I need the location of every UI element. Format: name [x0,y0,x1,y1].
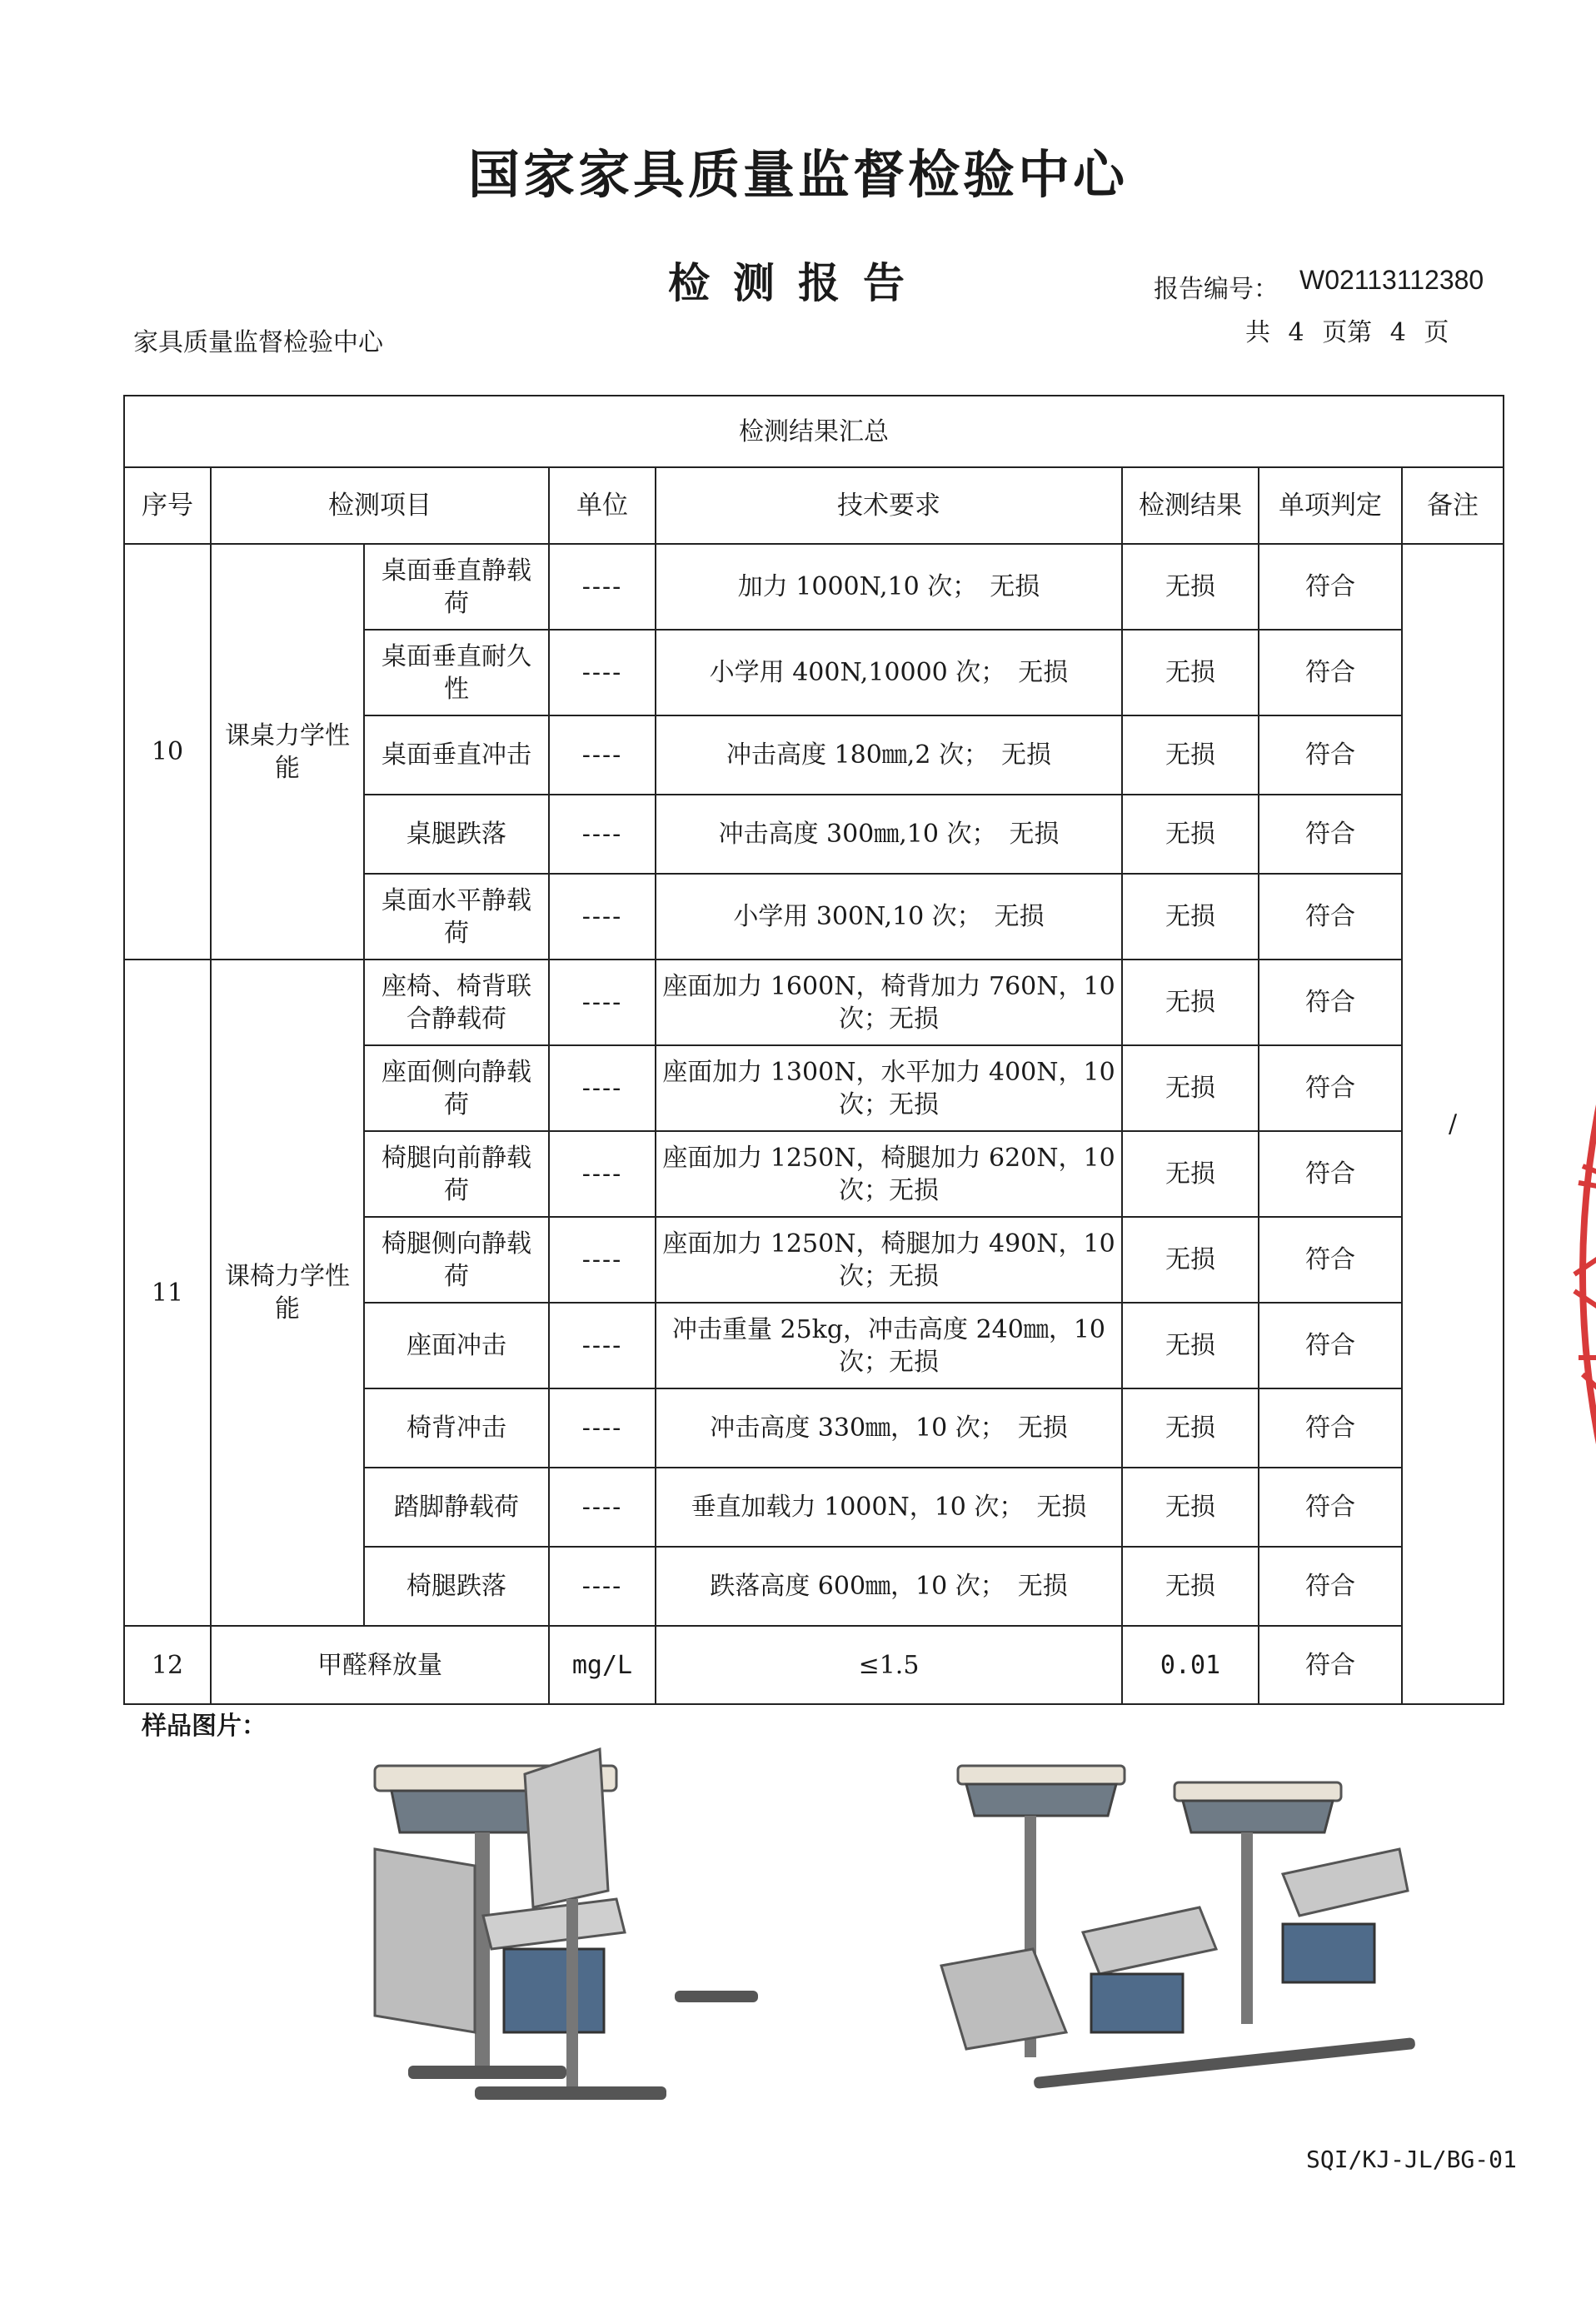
row-item: 甲醛释放量 [211,1626,549,1704]
row-item: 椅腿侧向静载荷 [364,1217,549,1303]
row-result: 无损 [1122,1547,1259,1626]
row-requirement: 冲击高度 300㎜,10 次； 无损 [656,795,1122,874]
row-judgement: 符合 [1259,1626,1402,1704]
row-requirement: ≤1.5 [656,1626,1122,1704]
header-item: 检测项目 [211,467,549,544]
row-item: 桌面垂直静载荷 [364,544,549,630]
row-item: 椅背冲击 [364,1388,549,1468]
row-judgement: 符合 [1259,1131,1402,1217]
row-judgement: 符合 [1259,544,1402,630]
header-judgement: 单项判定 [1259,467,1402,544]
sample-images-label: 样品图片： [142,1712,267,1741]
form-code: SQI/KJ-JL/BG-01 [1306,2146,1517,2173]
table-row [124,960,1504,1045]
row-unit: ---- [549,1547,656,1626]
row-result: 无损 [1122,544,1259,630]
row-unit: ---- [549,1131,656,1217]
row-judgement: 符合 [1259,1303,1402,1388]
row-unit: ---- [549,1303,656,1388]
row-requirement: 冲击高度 180㎜,2 次； 无损 [656,715,1122,795]
report-number-label: 报告编号： [1154,275,1279,304]
row-result: 无损 [1122,630,1259,715]
sample-photo-desk-chair [358,1732,791,2132]
row-requirement: 座面加力 1250N，椅腿加力 620N，10 次；无损 [656,1131,1122,1217]
row-judgement: 符合 [1259,960,1402,1045]
row-result: 无损 [1122,1045,1259,1131]
row-item: 座椅、椅背联合静载荷 [364,960,549,1045]
row-result: 无损 [1122,795,1259,874]
page-mid: 页第 [1322,318,1373,347]
row-unit: ---- [549,544,656,630]
row-judgement: 符合 [1259,1045,1402,1131]
row-item: 椅腿向前静载荷 [364,1131,549,1217]
row-requirement: 跌落高度 600㎜，10 次； 无损 [656,1547,1122,1626]
row-unit: ---- [549,1045,656,1131]
org-title: 国家家具质量监督检验中心 [467,144,1128,205]
row-unit: ---- [549,1468,656,1547]
table-header-row [124,467,1504,544]
report-title: 检测报告 [668,259,928,307]
header-requirement: 技术要求 [656,467,1122,544]
results-table [123,395,1504,1705]
row-item: 桌面垂直冲击 [364,715,549,795]
row-result: 无损 [1122,715,1259,795]
row-item: 踏脚静载荷 [364,1468,549,1547]
row-unit: ---- [549,1388,656,1468]
row-no: 11 [124,960,211,1626]
row-category: 课桌力学性能 [211,544,364,960]
row-judgement: 符合 [1259,1388,1402,1468]
row-result: 无损 [1122,1217,1259,1303]
page-total: 4 [1288,318,1304,347]
row-no: 10 [124,544,211,960]
row-requirement: 座面加力 1600N，椅背加力 760N，10 次；无损 [656,960,1122,1045]
row-no: 12 [124,1626,211,1704]
page-current: 4 [1389,318,1406,347]
row-unit: ---- [549,874,656,960]
row-result: 无损 [1122,1131,1259,1217]
report-number: W02113112380 [1299,265,1484,295]
row-judgement: 符合 [1259,715,1402,795]
row-requirement: 小学用 400N,10000 次； 无损 [656,630,1122,715]
row-requirement: 座面加力 1250N，椅腿加力 490N，10 次；无损 [656,1217,1122,1303]
row-result: 无损 [1122,874,1259,960]
issuer-name: 家具质量监督检验中心 [133,328,383,357]
row-result: 0.01 [1122,1626,1259,1704]
row-result: 无损 [1122,1388,1259,1468]
header-remark: 备注 [1402,467,1504,544]
page-indicator [1245,312,1449,348]
row-requirement: 加力 1000N,10 次； 无损 [656,544,1122,630]
row-item: 座面侧向静载荷 [364,1045,549,1131]
row-item: 桌腿跌落 [364,795,549,874]
row-judgement: 符合 [1259,1468,1402,1547]
row-unit: ---- [549,960,656,1045]
page-total-prefix: 共 [1245,318,1270,347]
row-item: 桌面垂直耐久性 [364,630,549,715]
row-unit: ---- [549,715,656,795]
row-result: 无损 [1122,1468,1259,1547]
row-judgement: 符合 [1259,874,1402,960]
header-unit: 单位 [549,467,656,544]
row-judgement: 符合 [1259,1547,1402,1626]
row-unit: mg/L [549,1626,656,1704]
row-requirement: 冲击重量 25kg，冲击高度 240㎜，10 次；无损 [656,1303,1122,1388]
row-result: 无损 [1122,960,1259,1045]
row-judgement: 符合 [1259,630,1402,715]
row-result: 无损 [1122,1303,1259,1388]
row-item: 座面冲击 [364,1303,549,1388]
table-row [124,544,1504,630]
row-requirement: 冲击高度 330㎜，10 次； 无损 [656,1388,1122,1468]
row-unit: ---- [549,630,656,715]
row-item: 桌面水平静载荷 [364,874,549,960]
remark-cell: / [1402,544,1504,1704]
sample-photo-double-desk [933,1749,1433,2099]
page-suffix: 页 [1424,318,1449,347]
header-no: 序号 [124,467,211,544]
row-judgement: 符合 [1259,1217,1402,1303]
row-unit: ---- [549,1217,656,1303]
row-requirement: 座面加力 1300N，水平加力 400N，10 次；无损 [656,1045,1122,1131]
header-result: 检测结果 [1122,467,1259,544]
official-seal-fragment [1549,1058,1596,1491]
table-caption: 检测结果汇总 [124,396,1504,467]
row-item: 椅腿跌落 [364,1547,549,1626]
row-category: 课椅力学性能 [211,960,364,1626]
table-row [124,1626,1504,1704]
row-requirement: 小学用 300N,10 次； 无损 [656,874,1122,960]
row-unit: ---- [549,795,656,874]
row-judgement: 符合 [1259,795,1402,874]
row-requirement: 垂直加载力 1000N，10 次； 无损 [656,1468,1122,1547]
